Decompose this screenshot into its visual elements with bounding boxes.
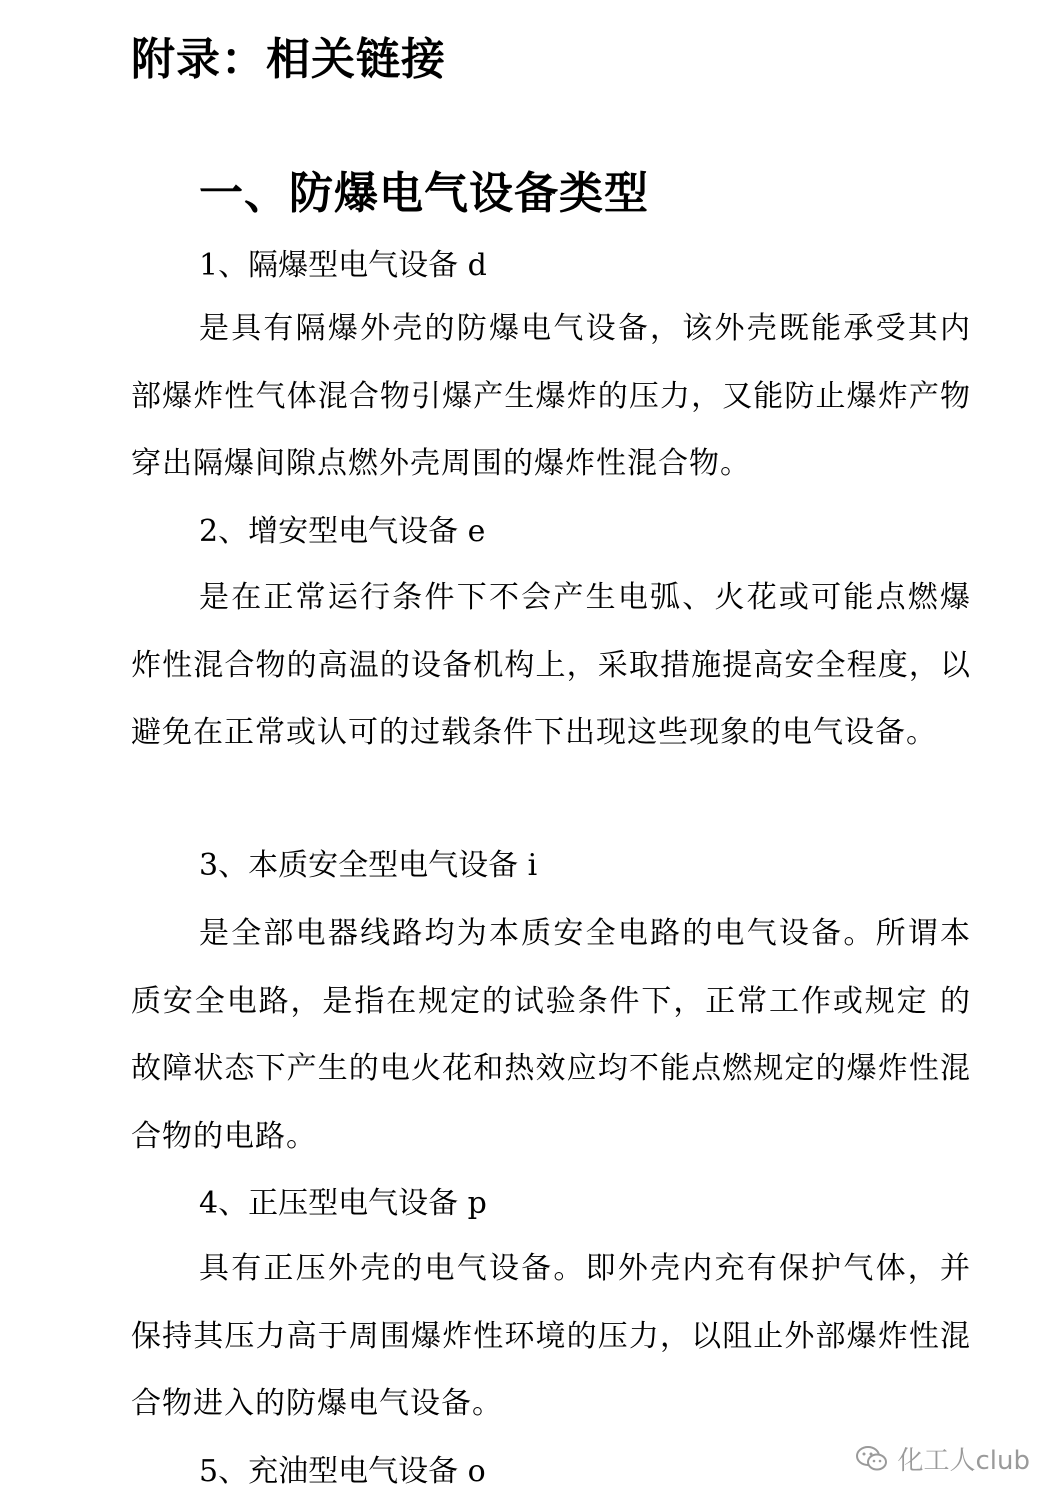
item-body-increased-safety: 是在正常运行条件下不会产生电弧、火花或可能点燃爆炸性混合物的高温的设备机构上，采取措施提高安全程度，以避免在正常或认可的过载条件下出现这些现象的电气设备。: [131, 580, 971, 750]
item-body-pressurized: 具有正压外壳的电气设备。即外壳内充有保护气体，并保持其压力高于周围爆炸性环境的压力，以阻止外部爆炸性混合物进入的防爆电气设备。: [131, 1251, 971, 1421]
item-body-flameproof: 是具有隔爆外壳的防爆电气设备，该外壳既能承受其内部爆炸性气体混合物引爆产生爆炸的压力，又能防止爆炸产物穿出隔爆间隙点燃外壳周围的爆炸性混合物。: [131, 311, 971, 481]
item-heading-oil-immersed: 5、充油型电气设备 o: [199, 1454, 486, 1489]
item-heading-pressurized: 4、正压型电气设备 p: [199, 1186, 487, 1221]
section-title: 一、防爆电气设备类型: [199, 168, 649, 219]
watermark: [855, 1440, 1030, 1477]
watermark-text: 化工人club: [897, 1446, 1030, 1476]
item-heading-increased-safety: 2、增安型电气设备 e: [199, 514, 486, 549]
item-body-intrinsic-safety: 是全部电器线路均为本质安全电路的电气设备。所谓本质安全电路，是指在规定的试验条件下，正常工作或规定 的故障状态下产生的电火花和热效应均不能点燃规定的爆炸性混合物的电路。: [131, 916, 971, 1154]
appendix-title: 附录：相关链接: [131, 34, 446, 85]
item-heading-flameproof: 1、隔爆型电气设备 d: [199, 248, 487, 283]
item-heading-intrinsic-safety: 3、本质安全型电气设备 i: [199, 848, 538, 883]
wechat-icon: [855, 1444, 889, 1474]
